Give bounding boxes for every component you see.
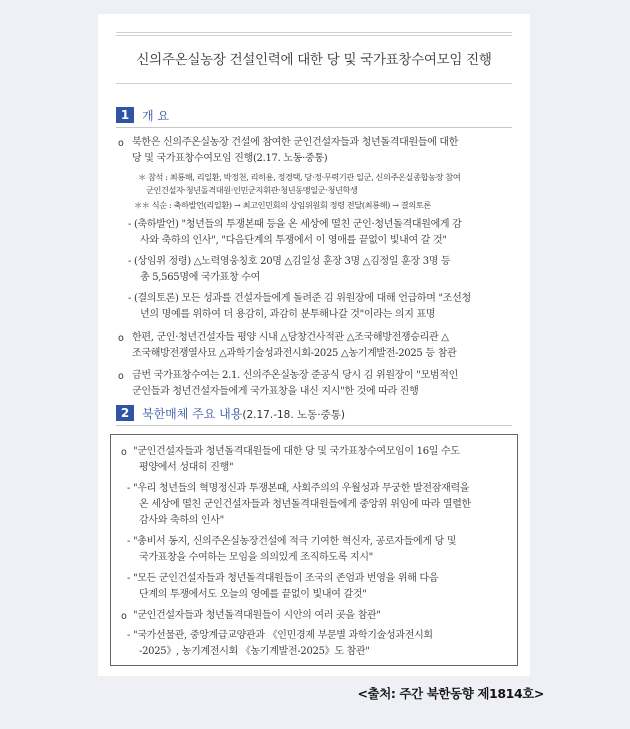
- section-1-title: 개 요: [142, 108, 169, 123]
- para-3-line-2: 군인들과 청년건설자들에게 국가표창을 내신 지시"한 것에 따라 진행: [132, 386, 419, 397]
- detail-1-line-2: 사와 축하의 인사", "다음단계의 투쟁에서 이 영애를 끝없이 빛내여 갈 것": [140, 235, 447, 246]
- quote-1-line-3: 감사와 축하의 인사": [139, 515, 224, 526]
- circle-bullet-icon: o: [118, 333, 124, 344]
- section-2-title-suffix: (2.17.-18. 노동·중통): [242, 408, 346, 421]
- section-2-title-text: 북한매체 주요 내용: [142, 406, 243, 421]
- note-attendees-line-1: ＊ 참석 : 최룡해, 리일환, 박정천, 리히용, 정경택, 당·정·무력기관 일군, 신의주온실종합농장 참여: [138, 172, 461, 182]
- section-2-header: [116, 404, 345, 422]
- section-2-underline: [116, 425, 512, 426]
- section-1-underline: [116, 127, 512, 128]
- detail-3-line-1: - (결의토론) 모든 성과를 건설자들에게 돌려준 김 위원장에 대해 언급하며 "조선청: [128, 293, 471, 304]
- detail-2-line-1: - (상임위 정령) △노력영웅칭호 20명 △김일성 훈장 3명 △김정일 훈장 3명 등: [128, 256, 451, 267]
- circle-bullet-icon: o: [121, 611, 127, 622]
- detail-1-line-1: - (축하발언) "청년들의 투쟁본때 등을 온 세상에 떨친 군인·청년돌격대원에게 감: [128, 219, 462, 230]
- para-1-line-2: 당 및 국가표창수여모임 진행(2.17. 노동·중통): [132, 153, 328, 164]
- box-item-1-line-1: "군인건설자들과 청년돌격대원들에 대한 당 및 국가표창수여모임이 16일 수도: [133, 446, 460, 457]
- circle-bullet-icon: o: [118, 371, 124, 382]
- box-item-2: "군인건설자들과 청년돌격대원들이 시안의 여러 곳을 참관": [133, 610, 381, 621]
- note-attendees-line-2: 군인건설자·청년돌격대원·인민군지휘관·청년동맹일군·청년학생: [146, 185, 358, 195]
- source-caption: <출처: 주간 북한동향 제1814호>: [357, 686, 544, 701]
- quote-2-line-2: 국가표창을 수여하는 모임을 의의있게 조직하도록 지시": [139, 552, 373, 563]
- detail-2-line-2: 총 5,565명에 국가표창 수여: [140, 272, 261, 283]
- quote-1-line-2: 온 세상에 떨친 군인건설자들과 청년돌격대원들에게 중앙위 위임에 따라 열렬한: [139, 499, 471, 510]
- para-2-line-2: 조국해방전쟁열사묘 △과학기술성과전시회-2025 △농기계발전-2025 등 참관: [132, 348, 457, 359]
- quote-4-line-2: -2025》, 농기계전시회 《농기계발전-2025》도 참관": [139, 646, 370, 657]
- para-2-line-1: 한편, 군인·청년건설자들 평양 시내 △당창건사적관 △조국해방전쟁승리관 △: [132, 332, 449, 343]
- quote-4-line-1: - "국가선물관, 중앙계급교양관과 《인민경제 부문별 과학기술성과전시회: [127, 630, 433, 641]
- circle-bullet-icon: o: [121, 447, 127, 458]
- detail-3-line-2: 년의 명예를 위하여 더 용감히, 과감히 분투해나갈 것"이라는 의지 표명: [140, 309, 436, 320]
- section-1-header: [116, 106, 169, 124]
- section-2-title: [142, 405, 345, 422]
- top-rule-2: [116, 35, 512, 36]
- circle-bullet-icon: o: [118, 138, 124, 149]
- title-rule: [116, 83, 512, 84]
- top-rule: [116, 32, 512, 33]
- page-title: 신의주온실농장 건설인력에 대한 당 및 국가표창수여모임 진행: [136, 52, 492, 68]
- media-content-box: [110, 434, 518, 666]
- box-item-1-line-2: 평양에서 성대히 진행": [139, 462, 234, 473]
- section-2-number: 2: [116, 405, 134, 421]
- note-program: ＊＊ 식순 : 축하발언(리일환) → 최고인민회의 상임위원회 정령 전달(최룡해) → 결의토론: [134, 200, 431, 210]
- section-1-number: 1: [116, 107, 134, 123]
- quote-2-line-1: - "총비서 동지, 신의주온실농장건설에 적극 기여한 혁신자, 공로자들에게 당 및: [127, 536, 457, 547]
- para-1-line-1: 북한은 신의주온실농장 건설에 참여한 군인건설자들과 청년돌격대원들에 대한: [132, 137, 459, 148]
- quote-3-line-2: 단계의 투쟁에서도 오늘의 영예를 끝없이 빛내여 갈것": [139, 589, 367, 600]
- document-page: [98, 14, 530, 676]
- quote-3-line-1: - "모든 군인건설자들과 청년돌격대원들이 조국의 존엄과 번영을 위해 다음: [127, 573, 439, 584]
- para-3-line-1: 금번 국가표창수여는 2.1. 신의주온실농장 준공식 당시 김 위원장이 "모범적인: [132, 370, 459, 381]
- quote-1-line-1: - "우리 청년들의 혁명정신과 투쟁본때, 사회주의의 우월성과 무궁한 발전잠재력을: [127, 483, 470, 494]
